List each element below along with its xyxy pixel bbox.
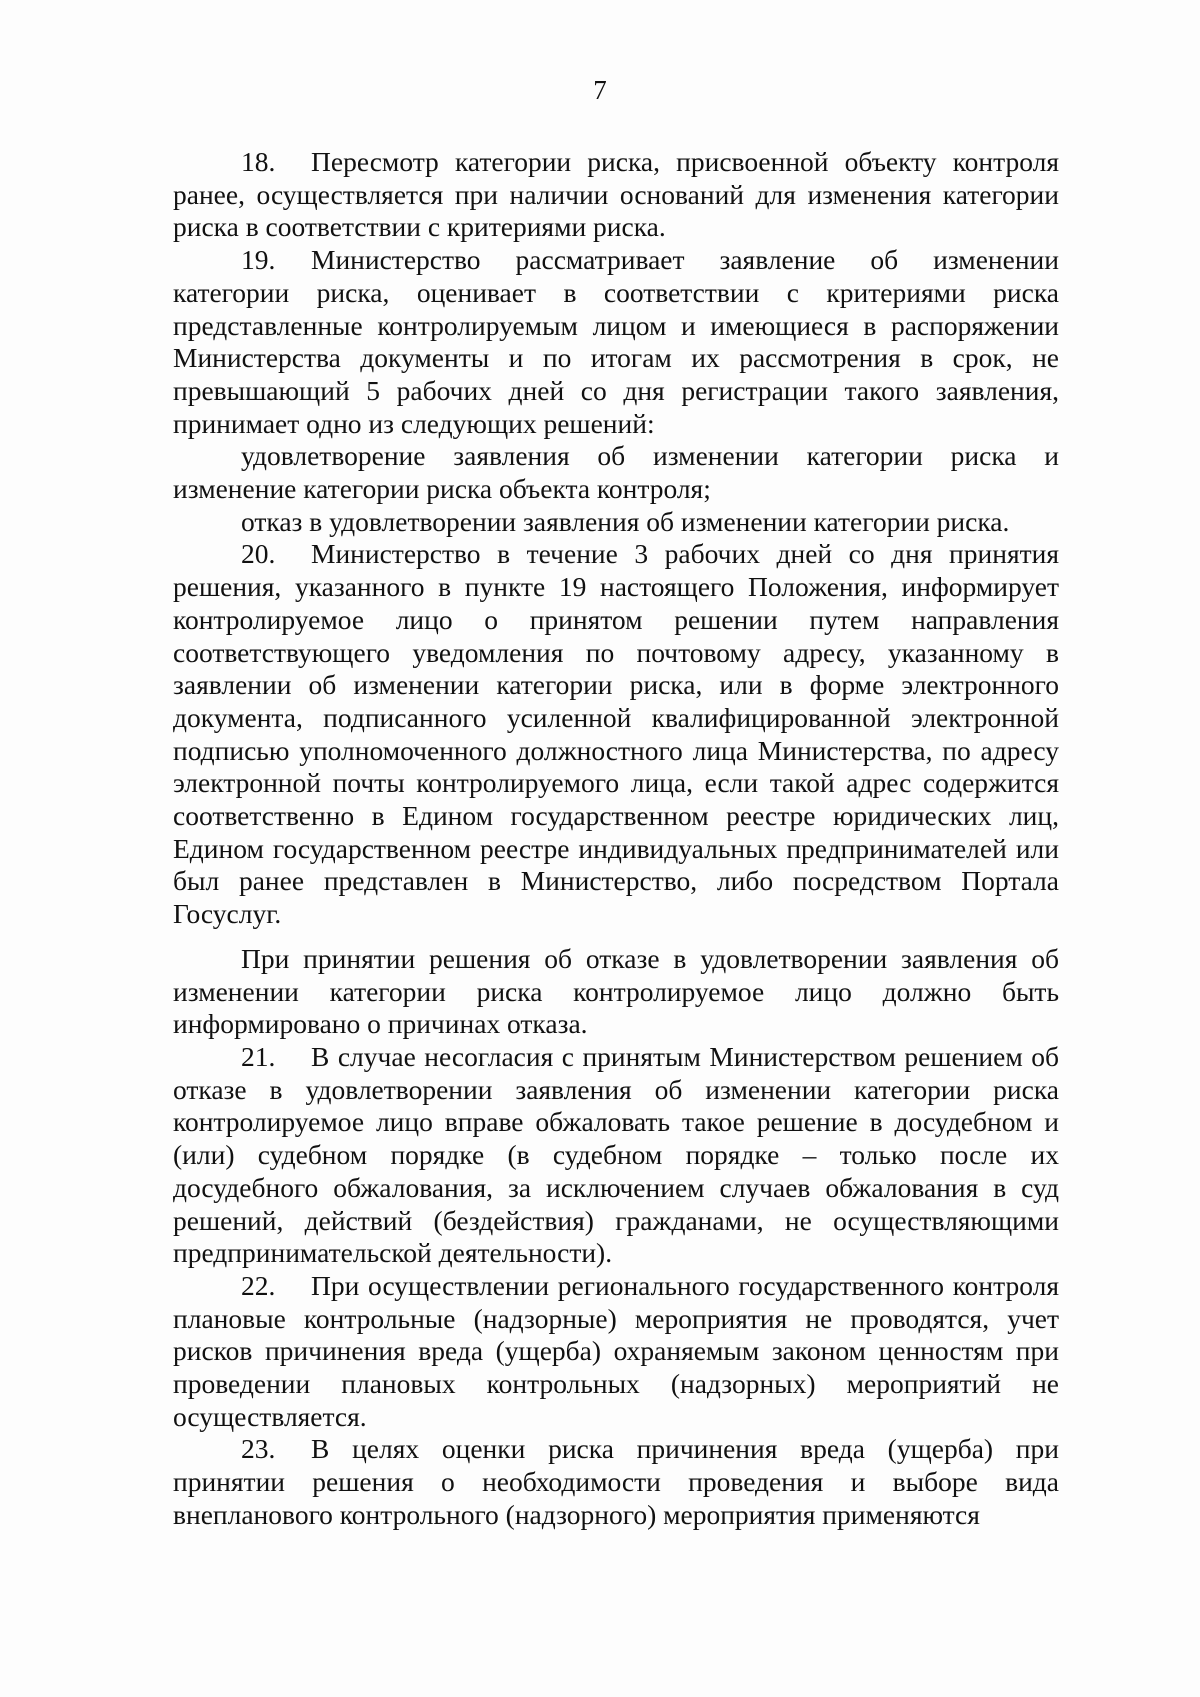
clause-number: 18. — [241, 146, 276, 177]
paragraph-text: Министерство рассматривает заявление об изменении категории риска, оценивает в соответствии с критериями риска представленные контролируемым лицом и имеющиеся в распоряжении Министерства документы и по итогам их рассмотрения в срок, не превышающий 5 рабочих дней со дня регистрации такого заявления, принимает одно из следующих решений: — [173, 244, 1059, 439]
paragraph-text: Министерство в течение 3 рабочих дней со дня принятия решения, указанного в пункте 19 настоящего Положения, информирует контролируемое лицо о принятом решении путем направления соответствующего уведомления по почтовому адресу, указанному в заявлении об изменении категории риска, или в форме электронного документа, подписанного усиленной квалифицированной электронной подписью уполномоченного должностного лица Министерства, по адресу электронной почты контролируемого лица, если такой адрес содержится соответственно в Едином государственном реестре юридических лиц, Едином государственном реестре индивидуальных предпринимателей или был ранее представлен в Министерство, либо посредством Портала Госуслуг. — [173, 538, 1059, 930]
document-body — [173, 146, 1059, 1532]
clause-number: 19. — [241, 244, 276, 276]
paragraph-20 — [173, 538, 1059, 930]
page-number: 7 — [593, 75, 607, 105]
paragraph-text: удовлетворение заявления об изменении категории риска и изменение категории риска объекта контроля; — [173, 440, 1059, 505]
paragraph-text: отказ в удовлетворении заявления об изменении категории риска. — [241, 505, 1010, 537]
clause-number: 22. — [241, 1269, 276, 1301]
paragraph-text: При осуществлении регионального государственного контроля плановые контрольные (надзорные) мероприятия не проводятся, учет рисков причинения вреда (ущерба) охраняемым законом ценностям при проведении плановых контрольных (надзорных) мероприятий не осуществляется. — [173, 1269, 1059, 1432]
paragraph-19-option-refuse — [173, 506, 1059, 539]
paragraph-23 — [173, 1433, 1059, 1531]
clause-number: 21. — [241, 1040, 276, 1072]
clause-number: 20. — [241, 538, 276, 570]
paragraph-21 — [173, 1041, 1059, 1270]
clause-number: 23. — [241, 1433, 276, 1465]
paragraph-text: При принятии решения об отказе в удовлетворении заявления об изменении категории риска контролируемое лицо должно быть информировано о причинах отказа. — [173, 942, 1059, 1040]
paragraph-19 — [173, 244, 1059, 440]
paragraph-text: В целях оценки риска причинения вреда (ущерба) при принятии решения о необходимости проведения и выборе вида внепланового контрольного (надзорного) мероприятия применяются — [173, 1433, 1059, 1530]
paragraph-text: Пересмотр категории риска, присвоенной объекту контроля ранее, осуществляется при наличии оснований для изменения категории риска в соответствии с критериями риска. — [173, 146, 1059, 243]
paragraph-text: В случае несогласия с принятым Министерством решением об отказе в удовлетворении заявления об изменении категории риска контролируемое лицо вправе обжаловать такое решение в досудебном и (или) судебном порядке (в судебном порядке – только после их досудебного обжалования, за исключением случаев обжалования в суд решений, действий (бездействия) гражданами, не осуществляющими предпринимательской деятельности). — [173, 1040, 1059, 1269]
paragraph-18 — [173, 146, 1059, 244]
paragraph-19-option-approve — [173, 440, 1059, 505]
paragraph-20-refusal-note — [173, 943, 1059, 1041]
paragraph-22 — [173, 1270, 1059, 1434]
